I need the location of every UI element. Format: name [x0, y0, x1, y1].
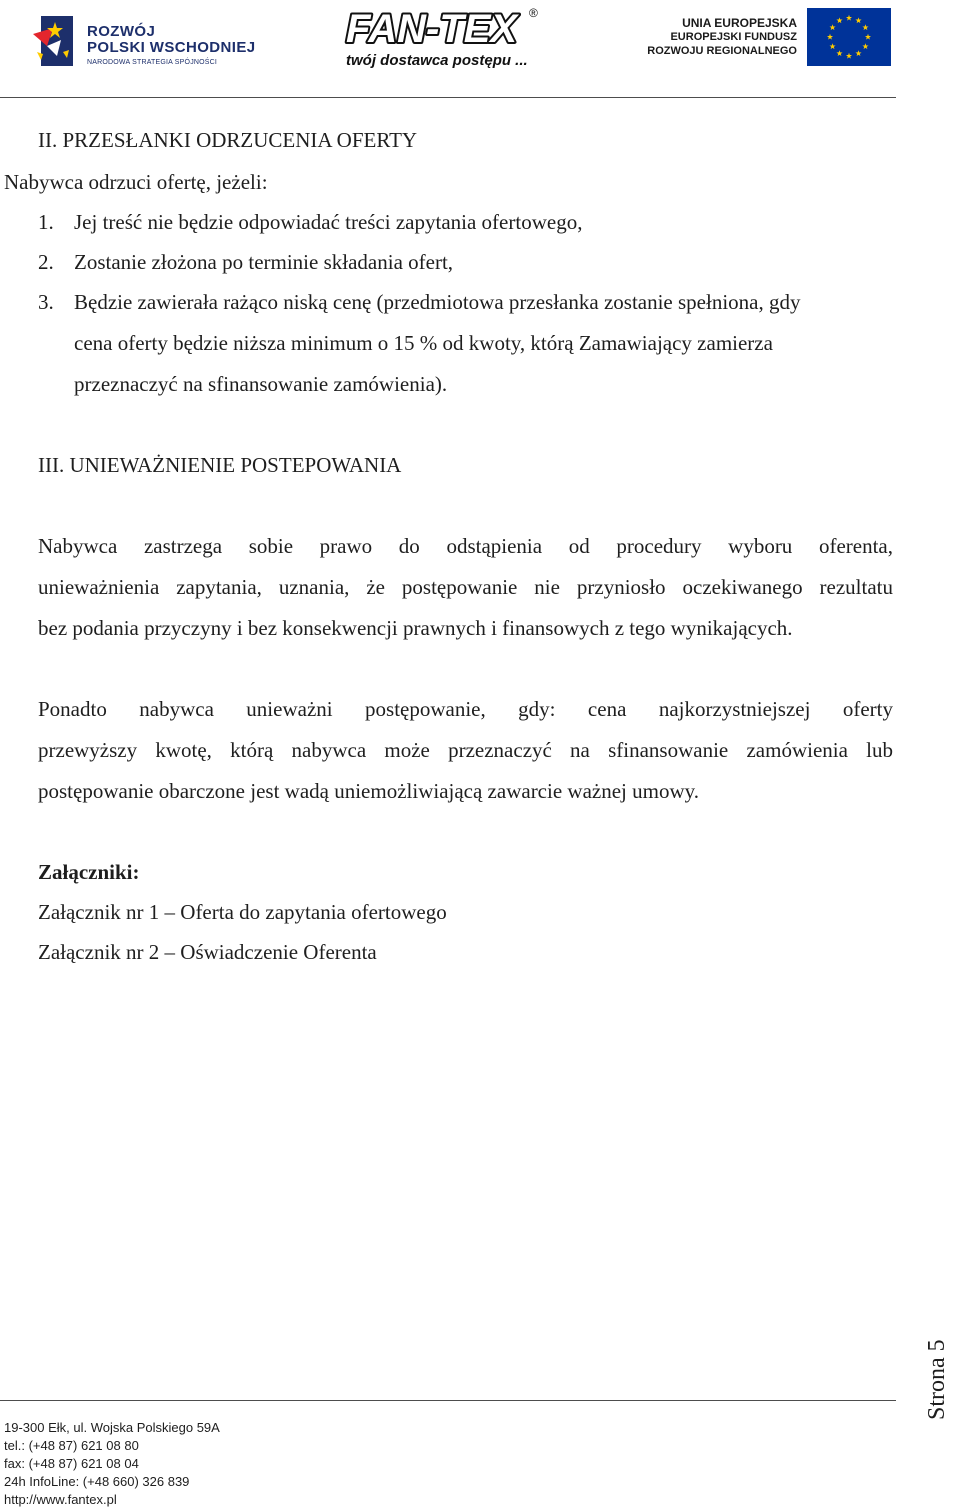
rpw-logo-line1: ROZWÓJ	[87, 23, 156, 40]
footer-infoline: 24h InfoLine: (+48 660) 326 839	[4, 1474, 190, 1489]
footer-tel: tel.: (+48 87) 621 08 80	[4, 1438, 139, 1453]
section-2-intro: Nabywca odrzuci ofertę, jeżeli:	[4, 170, 268, 194]
list-item-3-line-1: Będzie zawierała rażąco niską cenę (przedmiotowa przesłanka zostanie spełniona, gdy	[74, 290, 801, 314]
rpw-logo-text	[87, 24, 255, 66]
footer-divider	[0, 1400, 896, 1401]
fantex-tagline: twój dostawca postępu ...	[346, 52, 528, 69]
list-item-1: Jej treść nie będzie odpowiadać treści zapytania ofertowego,	[74, 210, 583, 234]
paragraph-2-line-1: Ponadto nabywca unieważni postępowanie, gdy: cena najkorzystniejszej oferty	[38, 697, 893, 721]
paragraph-1-line-1: Nabywca zastrzega sobie prawo do odstąpienia od procedury wyboru oferenta,	[38, 534, 893, 558]
fantex-wordmark-text: FAN-TEX	[346, 7, 518, 51]
rpw-emblem-icon	[33, 12, 77, 70]
eu-logo-line1: UNIA EUROPEJSKA	[682, 16, 797, 30]
list-item-3-line-3: przeznaczyć na sfinansowanie zamówienia).	[74, 372, 448, 396]
page-header	[0, 0, 960, 98]
paragraph-2-line-2: przewyższy kwotę, którą nabywca może przeznaczyć na sfinansowanie zamówienia lub	[38, 738, 893, 762]
list-item-2: Zostanie złożona po terminie składania ofert,	[74, 250, 454, 274]
rpw-logo-line3: NARODOWA STRATEGIA SPÓJNOŚCI	[87, 59, 218, 66]
section-3-heading: III. UNIEWAŻNIENIE POSTEPOWANIA	[38, 453, 402, 477]
section-2-heading: II. PRZESŁANKI ODRZUCENIA OFERTY	[38, 128, 418, 152]
registered-mark: ®	[529, 6, 538, 20]
fantex-wordmark	[342, 4, 546, 52]
fantex-logo	[342, 4, 546, 70]
footer-website-link[interactable]: http://www.fantex.pl	[4, 1492, 117, 1507]
eu-logo-line2: EUROPEJSKI FUNDUSZ	[670, 31, 797, 43]
rpw-logo-line2: POLSKI WSCHODNIEJ	[87, 39, 256, 56]
list-item-3-line-2: cena oferty będzie niższa minimum o 15 % od kwoty, którą Zamawiający zamierza	[74, 331, 773, 355]
page-number-label: Strona 5	[924, 1339, 950, 1420]
paragraph-1-line-3: bez podania przyczyny i bez konsekwencji prawnych i finansowych z tego wynikających.	[38, 616, 793, 640]
list-number-3: 3.	[38, 290, 54, 314]
eu-logo-line3: ROZWOJU REGIONALNEGO	[647, 45, 797, 57]
footer-address: 19-300 Ełk, ul. Wojska Polskiego 59A	[4, 1420, 220, 1435]
rozwoj-polski-wschodniej-logo	[33, 10, 263, 72]
header-divider	[0, 97, 896, 98]
paragraph-2-line-3: postępowanie obarczone jest wadą uniemożliwiającą zawarcie ważnej umowy.	[38, 779, 700, 803]
attachment-item-1: Załącznik nr 1 – Oferta do zapytania ofertowego	[38, 900, 447, 924]
eu-logo-text	[647, 16, 797, 58]
eu-logo	[647, 8, 895, 68]
page-footer	[4, 1419, 220, 1509]
attachments-heading: Załączniki:	[38, 860, 140, 884]
list-number-2: 2.	[38, 250, 54, 274]
eu-flag-icon	[807, 8, 891, 66]
paragraph-1-line-2: unieważnienia zapytania, uznania, że postępowanie nie przyniosło oczekiwanego rezultatu	[38, 575, 893, 599]
list-number-1: 1.	[38, 210, 54, 234]
footer-fax: fax: (+48 87) 621 08 04	[4, 1456, 139, 1471]
attachment-item-2: Załącznik nr 2 – Oświadczenie Oferenta	[38, 940, 377, 964]
